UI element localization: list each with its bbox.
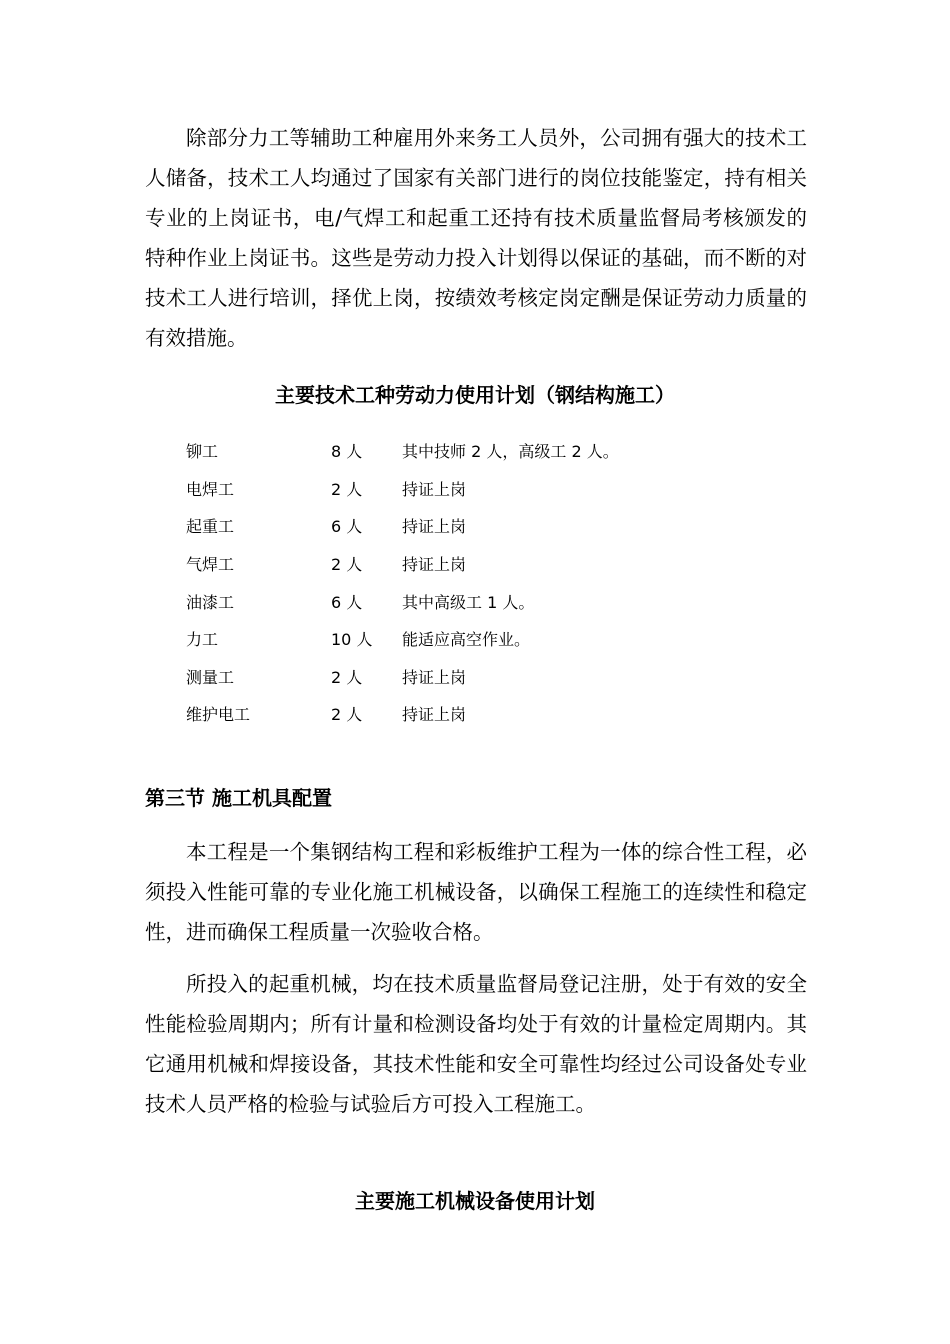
count-cell: 10 人 [331,630,373,650]
equipment-safety-paragraph: 所投入的起重机械，均在技术质量监督局登记注册，处于有效的安全性能检验周期内；所有计量和检测设备均处于有效的计量检定周期内。其它通用机械和焊接设备，其技术性能和安全可靠性均经过公司设备处专业技术人员严格的检验与试验后方可投入工程施工。 [145,972,807,1116]
note-cell: 持证上岗 [402,667,467,687]
note-cell: 持证上岗 [402,517,467,537]
count-cell: 8 人 [331,442,363,462]
note-cell: 持证上岗 [402,705,467,725]
equipment-plan-title: 主要施工机械设备使用计划 [355,1189,595,1213]
note-cell: 其中高级工 1 人。 [402,592,535,612]
section-heading: 第三节 施工机具配置 [145,786,332,810]
table-row [186,545,702,583]
count-cell: 2 人 [331,555,363,575]
note-cell: 能适应高空作业。 [402,630,531,650]
table-row [186,582,702,620]
note-cell: 其中技师 2 人，高级工 2 人。 [402,442,619,462]
count-cell: 2 人 [331,479,363,499]
trade-cell: 铆工 [186,442,219,462]
trade-cell: 起重工 [186,517,235,537]
trade-cell: 油漆工 [186,592,235,612]
table-row [186,620,702,658]
table-row [186,470,702,508]
note-cell: 持证上岗 [402,555,467,575]
intro-paragraph: 除部分力工等辅助工种雇用外来务工人员外，公司拥有强大的技术工人储备，技术工人均通过了国家有关部门进行的岗位技能鉴定，持有相关专业的上岗证书，电/气焊工和起重工还持有技术质量监督局考核颁发的特种作业上岗证书。这些是劳动力投入计划得以保证的基础，而不断的对技术工人进行培训，择优上岗，按绩效考核定岗定酬是保证劳动力质量的有效措施。 [145,126,807,350]
equipment-intro-paragraph: 本工程是一个集钢结构工程和彩板维护工程为一体的综合性工程，必须投入性能可靠的专业化施工机械设备，以确保工程施工的连续性和稳定性，进而确保工程质量一次验收合格。 [145,840,807,944]
table-row [186,432,702,470]
labor-plan-table [186,432,702,733]
count-cell: 2 人 [331,705,363,725]
trade-cell: 维护电工 [186,705,251,725]
trade-cell: 气焊工 [186,555,235,575]
trade-cell: 力工 [186,630,219,650]
table-row [186,658,702,696]
labor-plan-title: 主要技术工种劳动力使用计划（钢结构施工） [275,383,675,407]
table-row [186,507,702,545]
table-row [186,695,702,733]
count-cell: 2 人 [331,667,363,687]
trade-cell: 电焊工 [186,479,235,499]
note-cell: 持证上岗 [402,479,467,499]
count-cell: 6 人 [331,517,363,537]
trade-cell: 测量工 [186,667,235,687]
count-cell: 6 人 [331,592,363,612]
